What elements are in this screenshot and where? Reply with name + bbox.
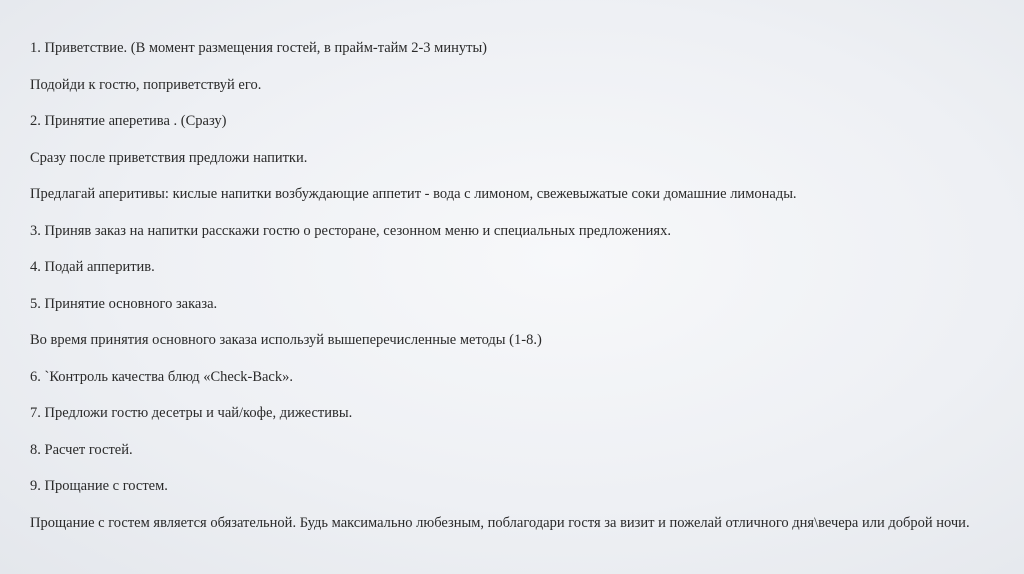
step-3-heading: 3. Приняв заказ на напитки расскажи гостю о ресторане, сезонном меню и специальных предложениях. (30, 222, 671, 239)
step-4-heading: 4. Подай апперитив. (30, 259, 155, 275)
step-6-heading: 6. `Контроль качества блюд «Check-Back». (30, 368, 293, 385)
step-2-text: Сразу после приветствия предложи напитки. (30, 149, 308, 166)
step-1-heading: 1. Приветствие. (В момент размещения гостей, в прайм-тайм 2-3 минуты) (30, 40, 488, 56)
step-9-text: Прощание с гостем является обязательной. Будь максимально любезным, поблагодари гостя за визит и пожелай отличного дня\вечера или доброй ночи. (30, 514, 970, 531)
step-2-heading: 2. Принятие аперетива . (Сразу) (30, 113, 227, 129)
step-2-details: Предлагай аперитивы: кислые напитки возбуждающие аппетит - вода с лимоном, свежевыжатые соки домашние лимонады. (30, 186, 797, 202)
step-5-heading: 5. Принятие основного заказа. (30, 295, 218, 312)
step-7-heading: 7. Предложи гостю десетры и чай/кофе, дижестивы. (30, 405, 353, 421)
step-8-heading: 8. Расчет гостей. (30, 441, 133, 458)
step-9-heading: 9. Прощание с гостем. (30, 478, 168, 494)
step-5-text: Во время принятия основного заказа используй вышеперечисленные методы (1-8.) (30, 332, 542, 348)
step-1-text: Подойди к гостю, поприветствуй его. (30, 76, 262, 93)
